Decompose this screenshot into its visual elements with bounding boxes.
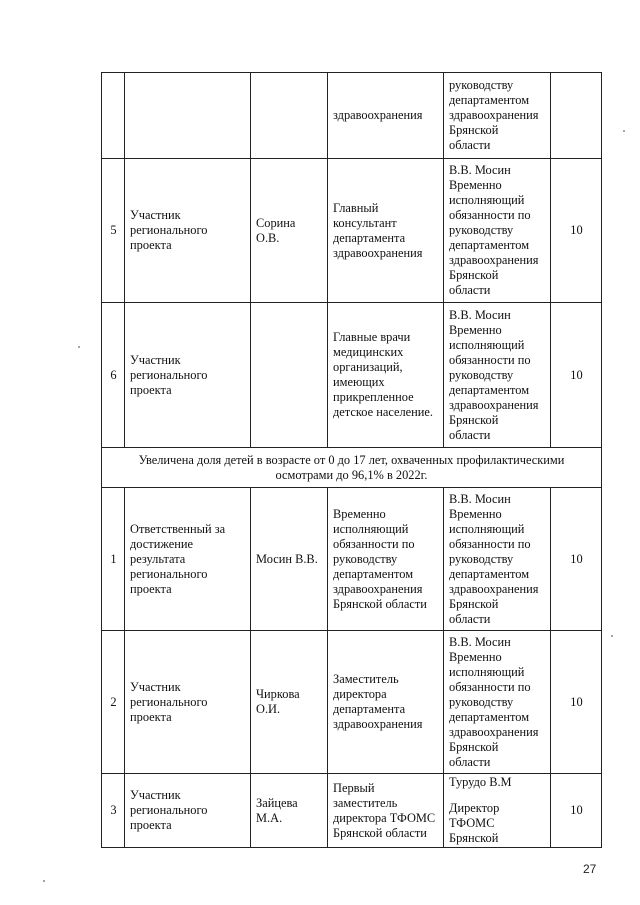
cell-line: проекта bbox=[130, 818, 172, 832]
cell-line: регионального bbox=[130, 803, 208, 817]
cell-line: детское население. bbox=[333, 405, 434, 419]
score-cell: 10 bbox=[551, 631, 602, 774]
cell-line: Участник bbox=[130, 788, 181, 802]
cell-line: департаментом bbox=[449, 566, 530, 581]
number-cell: 2 bbox=[102, 631, 125, 774]
cell-line: здравоохранения bbox=[333, 717, 423, 731]
cell-line: консультант bbox=[333, 215, 397, 230]
table-row bbox=[102, 774, 602, 848]
cell-line: здравоохранения bbox=[449, 253, 539, 267]
position-cell bbox=[328, 631, 444, 774]
role-cell bbox=[125, 73, 251, 159]
responsible-cell bbox=[444, 73, 551, 159]
position-cell bbox=[328, 303, 444, 448]
cell-line: руководству bbox=[449, 78, 514, 92]
cell-line: здравоохранения bbox=[449, 724, 539, 739]
table-row bbox=[102, 488, 602, 631]
role-cell bbox=[125, 303, 251, 448]
cell-line: департаментом bbox=[449, 238, 530, 252]
scan-speck bbox=[611, 635, 613, 637]
cell-line: руководству bbox=[449, 367, 514, 382]
cell-line: Временно bbox=[449, 178, 502, 192]
line-gap bbox=[449, 790, 546, 801]
cell-line: директора ТФОМС bbox=[333, 810, 436, 825]
cell-line: Участник bbox=[130, 679, 181, 694]
cell-line: здравоохранения bbox=[333, 245, 423, 260]
cell-line: Заместитель bbox=[333, 672, 399, 686]
cell-line: организаций, bbox=[333, 360, 403, 374]
cell-line: В.В. Мосин bbox=[449, 163, 511, 177]
role-cell bbox=[125, 631, 251, 774]
cell-line: Брянской области bbox=[333, 825, 427, 840]
cell-line: В.В. Мосин bbox=[449, 634, 511, 649]
cell-line: заместитель bbox=[333, 795, 398, 810]
cell-line: области bbox=[449, 283, 491, 297]
cell-line: здравоохранения bbox=[449, 108, 539, 122]
cell-line: регионального bbox=[130, 223, 208, 237]
cell-line: регионального bbox=[130, 367, 208, 382]
section-header bbox=[102, 448, 602, 488]
cell-line: области bbox=[449, 427, 491, 442]
cell-line: Директор bbox=[449, 801, 500, 815]
cell-line: Мосин В.В. bbox=[256, 551, 318, 566]
cell-line: здравоохранения bbox=[333, 581, 423, 596]
position-cell bbox=[328, 159, 444, 303]
cell-line: Участник bbox=[130, 208, 181, 222]
name-cell bbox=[251, 631, 328, 774]
cell-line: Чиркова bbox=[256, 687, 300, 701]
cell-line: исполняющий bbox=[449, 664, 525, 679]
cell-line: Главный bbox=[333, 200, 379, 215]
name-cell bbox=[251, 159, 328, 303]
cell-line: В.В. Мосин bbox=[449, 307, 511, 322]
cell-line: исполняющий bbox=[449, 193, 525, 207]
number-cell bbox=[102, 73, 125, 159]
cell-line: Брянской bbox=[449, 268, 499, 282]
scan-speck bbox=[78, 346, 80, 348]
name-cell bbox=[251, 303, 328, 448]
cell-line: проекта bbox=[130, 709, 172, 724]
position-cell bbox=[328, 774, 444, 848]
cell-line: Брянской bbox=[449, 123, 499, 137]
cell-line: руководству bbox=[333, 551, 398, 566]
role-cell bbox=[125, 774, 251, 848]
table-row bbox=[102, 159, 602, 303]
score-cell: 10 bbox=[551, 159, 602, 303]
cell-line: имеющих bbox=[333, 375, 385, 389]
cell-line: Временно bbox=[333, 506, 386, 521]
cell-line: Брянской bbox=[449, 739, 499, 754]
score-cell: 10 bbox=[551, 303, 602, 448]
cell-line: области bbox=[449, 611, 491, 626]
cell-line: достижение bbox=[130, 536, 194, 551]
role-cell bbox=[125, 159, 251, 303]
cell-line: исполняющий bbox=[333, 521, 409, 536]
scan-speck bbox=[43, 880, 45, 882]
cell-line: здравоохранения bbox=[449, 397, 539, 412]
position-cell bbox=[328, 488, 444, 631]
cell-line: департамента bbox=[333, 702, 406, 716]
cell-line: Первый bbox=[333, 780, 375, 795]
cell-line: обязанности по bbox=[449, 208, 531, 222]
cell-line: Турудо В.М bbox=[449, 775, 512, 789]
position-cell: здравоохранения bbox=[328, 73, 444, 159]
cell-line: осмотрами до 96,1% в 2022г. bbox=[275, 467, 428, 482]
cell-line: медицинских bbox=[333, 345, 404, 359]
scan-speck bbox=[623, 130, 625, 132]
responsible-cell bbox=[444, 159, 551, 303]
cell-line: департаментом bbox=[449, 93, 530, 107]
cell-line: Временно bbox=[449, 322, 502, 337]
cell-line: руководству bbox=[449, 223, 514, 237]
cell-line: здравоохранения bbox=[449, 581, 539, 596]
cell-line: ТФОМС bbox=[449, 816, 495, 830]
cell-line: руководству bbox=[449, 551, 514, 566]
table-body bbox=[102, 73, 602, 848]
cell-line: Брянской bbox=[449, 596, 499, 611]
score-cell: 10 bbox=[551, 488, 602, 631]
section-header-row bbox=[102, 448, 602, 488]
cell-line: обязанности по bbox=[449, 536, 531, 551]
score-cell: 10 bbox=[551, 774, 602, 848]
cell-line: департаментом bbox=[449, 709, 530, 724]
cell-line: области bbox=[449, 138, 491, 152]
responsible-cell bbox=[444, 488, 551, 631]
cell-line: департаментом bbox=[449, 382, 530, 397]
cell-line: М.А. bbox=[256, 810, 283, 825]
cell-line: обязанности по bbox=[449, 352, 531, 367]
cell-line: Брянской bbox=[449, 831, 499, 845]
cell-line: О.В. bbox=[256, 230, 280, 245]
cell-line: О.И. bbox=[256, 702, 281, 716]
responsible-cell bbox=[444, 774, 551, 848]
cell-line: Увеличена доля детей в возрасте от 0 до 17 лет, охваченных профилактическими bbox=[138, 452, 565, 467]
name-cell bbox=[251, 73, 328, 159]
cell-line: проекта bbox=[130, 581, 172, 596]
cell-line: руководству bbox=[449, 694, 514, 709]
cell-line: В.В. Мосин bbox=[449, 491, 511, 506]
cell-line: департаментом bbox=[333, 566, 414, 581]
table-row bbox=[102, 303, 602, 448]
number-cell: 1 bbox=[102, 488, 125, 631]
cell-line: регионального bbox=[130, 694, 208, 709]
number-cell: 3 bbox=[102, 774, 125, 848]
participants-table bbox=[101, 72, 602, 848]
cell-line: прикрепленное bbox=[333, 390, 414, 404]
cell-line: Временно bbox=[449, 649, 502, 664]
cell-line: Временно bbox=[449, 506, 502, 521]
cell-line: проекта bbox=[130, 382, 172, 397]
number-cell: 6 bbox=[102, 303, 125, 448]
page-number: 27 bbox=[583, 862, 597, 876]
cell-line: исполняющий bbox=[449, 521, 525, 536]
score-cell bbox=[551, 73, 602, 159]
cell-line: проекта bbox=[130, 238, 172, 252]
responsible-cell bbox=[444, 631, 551, 774]
table-row bbox=[102, 73, 602, 159]
cell-line: Главные врачи bbox=[333, 330, 411, 344]
cell-line: регионального bbox=[130, 566, 208, 581]
cell-line: результата bbox=[130, 551, 186, 566]
cell-line: директора bbox=[333, 687, 387, 701]
responsible-cell bbox=[444, 303, 551, 448]
cell-line: Ответственный за bbox=[130, 521, 226, 536]
number-cell: 5 bbox=[102, 159, 125, 303]
cell-line: департамента bbox=[333, 230, 406, 245]
table-row bbox=[102, 631, 602, 774]
cell-line: обязанности по bbox=[449, 679, 531, 694]
cell-line: исполняющий bbox=[449, 337, 525, 352]
cell-line: области bbox=[449, 754, 491, 769]
cell-line: Брянской области bbox=[333, 596, 427, 611]
name-cell bbox=[251, 488, 328, 631]
cell-line: Зайцева bbox=[256, 795, 298, 810]
cell-line: Участник bbox=[130, 352, 181, 367]
cell-line: Брянской bbox=[449, 412, 499, 427]
name-cell bbox=[251, 774, 328, 848]
cell-line: Сорина bbox=[256, 215, 296, 230]
role-cell bbox=[125, 488, 251, 631]
cell-line: обязанности по bbox=[333, 536, 415, 551]
